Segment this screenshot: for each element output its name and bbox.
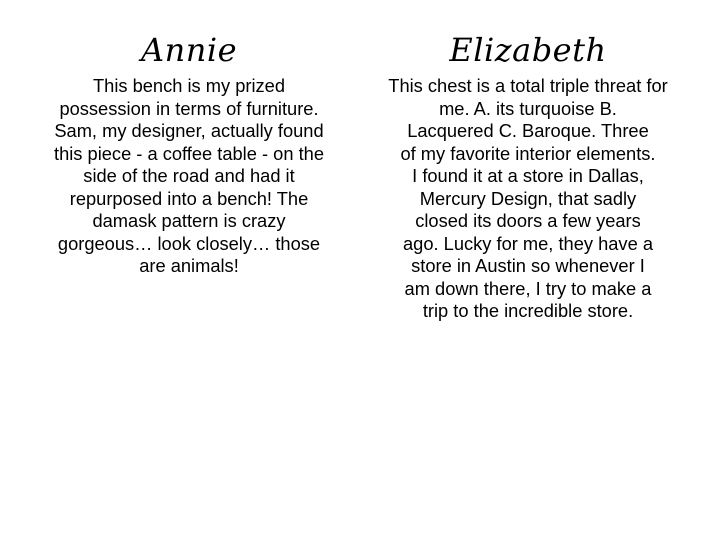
text-line: store in Austin so whenever I xyxy=(411,255,645,276)
elizabeth-name-heading: Elizabeth xyxy=(449,31,607,69)
text-line: gorgeous… look closely… those xyxy=(57,232,321,254)
text-line: of my favorite interior elements. xyxy=(400,142,656,164)
annie-name-heading: Annie xyxy=(141,31,237,69)
text-line: me. A. its turquoise B. xyxy=(439,97,617,119)
text-line: This chest is a total triple threat for xyxy=(388,75,668,96)
text-line: am down there, I try to make a xyxy=(404,277,652,299)
text-line: Sam, my designer, actually found xyxy=(54,120,324,141)
text-line: trip to the incredible store. xyxy=(422,300,634,321)
text-line: side of the road and had it xyxy=(83,165,295,186)
text-line: damask pattern is crazy xyxy=(92,210,286,231)
text-line: This bench is my prized xyxy=(92,75,286,96)
text-line: Mercury Design, that sadly xyxy=(419,187,637,209)
text-line: I found it at a store in Dallas, xyxy=(412,165,644,186)
text-line: closed its doors a few years xyxy=(415,210,641,231)
text-line: possession in terms of furniture. xyxy=(59,97,319,119)
text-line: Lacquered C. Baroque. Three xyxy=(407,120,649,141)
elizabeth-description xyxy=(370,75,686,323)
text-line: repurposed into a bench! The xyxy=(69,187,309,209)
text-line: this piece - a coffee table - on the xyxy=(54,142,324,164)
elizabeth-column xyxy=(370,28,686,323)
text-line: are animals! xyxy=(139,255,239,276)
annie-description xyxy=(38,75,340,278)
text-line: ago. Lucky for me, they have a xyxy=(403,232,653,254)
annie-column xyxy=(38,28,340,278)
